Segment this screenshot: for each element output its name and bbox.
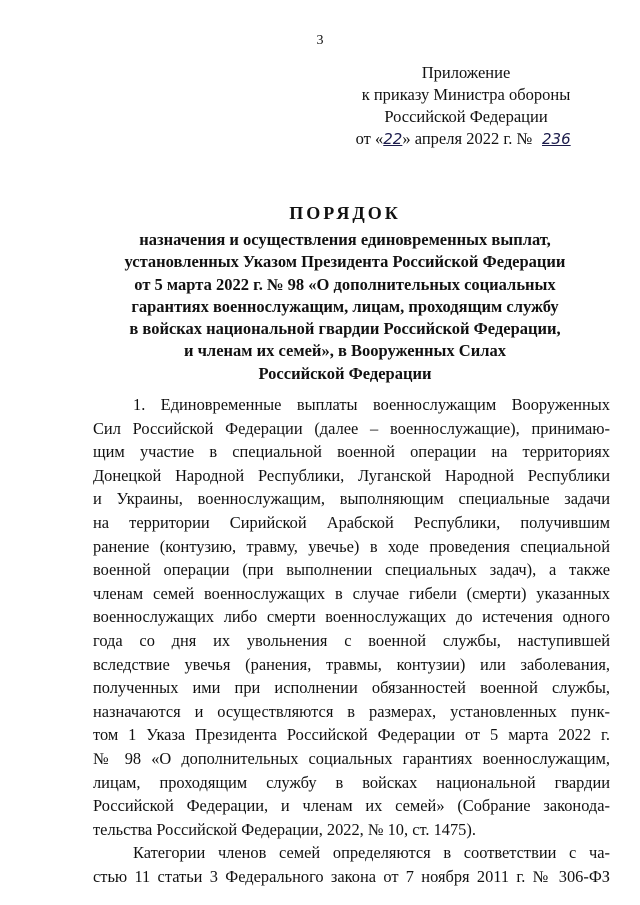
subtitle-line: установленных Указом Президента Российской Федерации xyxy=(124,252,566,272)
subtitle-line: назначения и осуществления единовременных выплат, xyxy=(139,230,551,249)
body-line: Российской Федерации, и членам их семей» (Собрание законода- xyxy=(93,796,610,816)
appendix-order-ref: к приказу Министра обороны xyxy=(361,85,571,104)
body-text xyxy=(93,393,610,888)
order-number-handwritten: 236 xyxy=(542,130,571,148)
subtitle-line: Российской Федерации xyxy=(258,363,432,383)
date-middle: » апреля 2022 г. № xyxy=(402,129,533,148)
body-line: Сил Российской Федерации (далее – военнослужащие), принимаю- xyxy=(93,418,610,438)
body-line: военнослужащих либо смерти военнослужащих до истечения одного xyxy=(93,607,610,627)
subtitle-line: от 5 марта 2022 г. № 98 «О дополнительных социальных xyxy=(134,274,556,294)
page-number: 3 xyxy=(316,33,324,48)
body-line: Донецкой Народной Республики, Луганской Народной Республики xyxy=(93,465,610,485)
body-line: военной операции (при выполнении специальных задач), а также xyxy=(93,560,610,580)
appendix-header xyxy=(336,62,596,150)
document-subtitle xyxy=(90,229,600,385)
body-line: стью 11 статьи 3 Федерального закона от 7 ноября 2011 г. № 306-ФЗ xyxy=(93,866,610,886)
subtitle-line: гарантиях военнослужащим, лицам, проходящим службу xyxy=(131,296,559,316)
body-line: щим участие в специальной военной операции на территориях xyxy=(93,442,610,462)
body-line: назначаются и осуществляются в размерах, установленных пунк- xyxy=(93,701,610,721)
body-line: и Украины, военнослужащим, выполняющим специальные задачи xyxy=(93,489,610,509)
body-line: том 1 Указа Президента Российской Федерации от 5 марта 2022 г. xyxy=(93,725,610,745)
document-title: ПОРЯДОК xyxy=(289,203,401,223)
body-line: № 98 «О дополнительных социальных гарантиях военнослужащим, xyxy=(93,748,610,768)
body-line: лицам, проходящим службу в войсках национальной гвардии xyxy=(93,772,610,792)
subtitle-line: и членам их семей», в Вооруженных Силах xyxy=(184,341,506,361)
body-line: тельства Российской Федерации, 2022, № 10, ст. 1475). xyxy=(93,819,476,839)
body-line: полученных ими при исполнении обязанностей военной службы, xyxy=(93,678,610,698)
body-line: Категории членов семей определяются в соответствии с ча- xyxy=(133,843,610,863)
body-line: членам семей военнослужащих в случае гибели (смерти) указанных xyxy=(93,583,610,603)
date-prefix: от « xyxy=(355,129,384,148)
body-line: на территории Сирийской Арабской Республики, получившим xyxy=(93,512,610,532)
subtitle-line: в войсках национальной гвардии Российской Федерации, xyxy=(129,319,561,339)
appendix-date-line xyxy=(336,128,596,150)
appendix-country: Российской Федерации xyxy=(384,107,548,126)
appendix-label: Приложение xyxy=(421,63,511,82)
body-line: 1. Единовременные выплаты военнослужащим Вооруженных xyxy=(133,395,610,414)
body-line: ранение (контузию, травму, увечье) в ходе проведения специальной xyxy=(93,536,610,556)
body-line: года со дня их увольнения с военной службы, наступившей xyxy=(93,630,610,650)
date-day-handwritten: 22 xyxy=(383,130,403,148)
body-line: вследствие увечья (ранения, травмы, контузии) или заболевания, xyxy=(93,654,610,674)
